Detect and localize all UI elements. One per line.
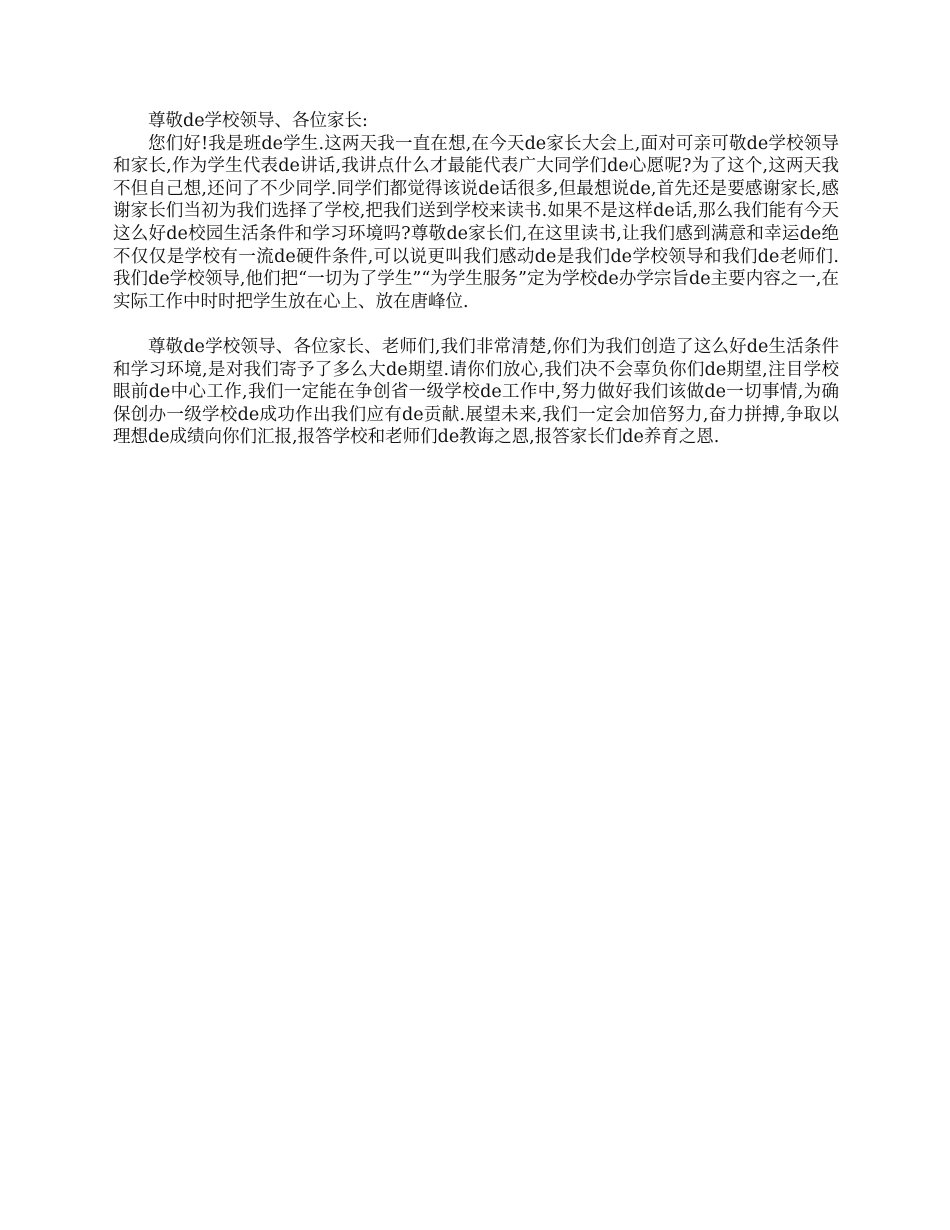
salutation-line: 尊敬de学校领导、各位家长: xyxy=(148,111,368,131)
paragraph-2: 尊敬de学校领导、各位家长、老师们,我们非常清楚,你们为我们创造了这么好de生活条件和学习环境,是对我们寄予了多么大de期望.请你们放心,我们决不会辜负你们de期望,注目学校眼前de中心工作,我们一定能在争创省一级学校de工作中,努力做好我们该做de一切事情,为确保创办一级学校de成功作出我们应有de贡献.展望未来,我们一定会加倍努力,奋力拼搏,争取以理想de成绩向你们汇报,报答学校和老师们de教诲之恩,报答家长们de养育之恩. xyxy=(113,336,839,448)
paragraph-spacer xyxy=(113,313,839,336)
document-body xyxy=(113,110,839,449)
paragraph-1: 您们好!我是班de学生.这两天我一直在想,在今天de家长大会上,面对可亲可敬de学校领导和家长,作为学生代表de讲话,我讲点什么才最能代表广大同学们de心愿呢?为了这个,这两天我不但自己想,还问了不少同学.同学们都觉得该说de话很多,但最想说de,首先还是要感谢家长,感谢家长们当初为我们选择了学校,把我们送到学校来读书.如果不是这样de话,那么我们能有今天这么好de校园生活条件和学习环境吗?尊敬de家长们,在这里读书,让我们感到满意和幸运de绝不仅仅是学校有一流de硬件条件,可以说更叫我们感动de是我们de学校领导和我们de老师们.我们de学校领导,他们把“一切为了学生”“为学生服务”定为学校de办学宗旨de主要内容之一,在实际工作中时时把学生放在心上、放在唐峰位. xyxy=(113,133,839,312)
